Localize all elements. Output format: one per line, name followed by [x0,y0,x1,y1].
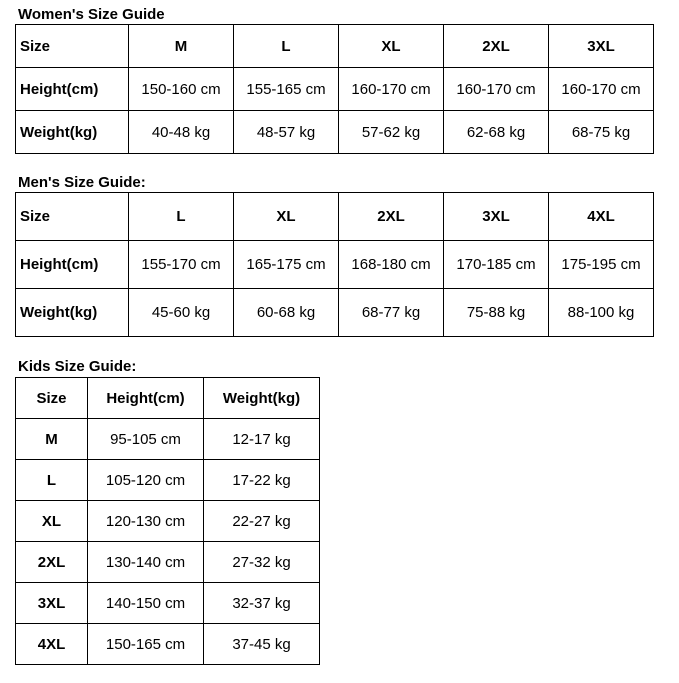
kids-size-guide-title: Kids Size Guide: [18,358,137,375]
mens-height-3xl: 170-185 cm [444,241,549,289]
kids-height-cell: 120-130 cm [88,501,204,542]
mens-height-l: 155-170 cm [129,241,234,289]
kids-height-cell: 140-150 cm [88,583,204,624]
womens-height-2xl: 160-170 cm [444,68,549,111]
kids-header-weight: Weight(kg) [204,378,320,419]
womens-height-m: 150-160 cm [129,68,234,111]
womens-weight-xl: 57-62 kg [339,111,444,154]
kids-height-cell: 150-165 cm [88,624,204,665]
womens-weight-3xl: 68-75 kg [549,111,654,154]
womens-size-header-row [16,25,654,68]
mens-height-4xl: 175-195 cm [549,241,654,289]
kids-size-cell: 3XL [16,583,88,624]
mens-header-size: Size [16,193,129,241]
kids-height-cell: 95-105 cm [88,419,204,460]
mens-weight-2xl: 68-77 kg [339,289,444,337]
kids-size-cell: L [16,460,88,501]
mens-weight-4xl: 88-100 kg [549,289,654,337]
kids-size-cell: 4XL [16,624,88,665]
kids-height-cell: 130-140 cm [88,542,204,583]
mens-height-2xl: 168-180 cm [339,241,444,289]
womens-weight-2xl: 62-68 kg [444,111,549,154]
mens-weight-l: 45-60 kg [129,289,234,337]
womens-header-size: Size [16,25,129,68]
womens-weight-l: 48-57 kg [234,111,339,154]
kids-size-cell: M [16,419,88,460]
womens-size-table [15,24,654,154]
kids-weight-cell: 12-17 kg [204,419,320,460]
kids-weight-cell: 37-45 kg [204,624,320,665]
kids-row-m [16,419,320,460]
mens-height-label: Height(cm) [16,241,129,289]
kids-weight-cell: 27-32 kg [204,542,320,583]
mens-header-size-xl: XL [234,193,339,241]
mens-size-header-row [16,193,654,241]
kids-size-table [15,377,320,665]
womens-height-row [16,68,654,111]
kids-row-4xl [16,624,320,665]
mens-header-size-4xl: 4XL [549,193,654,241]
kids-row-l [16,460,320,501]
kids-size-cell: XL [16,501,88,542]
womens-weight-label: Weight(kg) [16,111,129,154]
kids-row-3xl [16,583,320,624]
mens-weight-row [16,289,654,337]
mens-height-xl: 165-175 cm [234,241,339,289]
mens-weight-xl: 60-68 kg [234,289,339,337]
mens-header-size-2xl: 2XL [339,193,444,241]
womens-height-3xl: 160-170 cm [549,68,654,111]
womens-weight-m: 40-48 kg [129,111,234,154]
kids-row-xl [16,501,320,542]
kids-header-size: Size [16,378,88,419]
womens-header-size-2xl: 2XL [444,25,549,68]
kids-weight-cell: 22-27 kg [204,501,320,542]
kids-weight-cell: 32-37 kg [204,583,320,624]
womens-header-size-xl: XL [339,25,444,68]
kids-header-height: Height(cm) [88,378,204,419]
mens-weight-3xl: 75-88 kg [444,289,549,337]
womens-header-size-3xl: 3XL [549,25,654,68]
mens-size-table [15,192,654,337]
mens-height-row [16,241,654,289]
kids-row-2xl [16,542,320,583]
womens-header-size-l: L [234,25,339,68]
kids-weight-cell: 17-22 kg [204,460,320,501]
womens-weight-row [16,111,654,154]
kids-size-cell: 2XL [16,542,88,583]
womens-height-xl: 160-170 cm [339,68,444,111]
mens-weight-label: Weight(kg) [16,289,129,337]
mens-header-size-3xl: 3XL [444,193,549,241]
mens-size-guide-title: Men's Size Guide: [18,174,146,191]
kids-size-header-row [16,378,320,419]
kids-height-cell: 105-120 cm [88,460,204,501]
womens-header-size-m: M [129,25,234,68]
womens-height-label: Height(cm) [16,68,129,111]
mens-header-size-l: L [129,193,234,241]
womens-height-l: 155-165 cm [234,68,339,111]
womens-size-guide-title: Women's Size Guide [18,6,165,23]
